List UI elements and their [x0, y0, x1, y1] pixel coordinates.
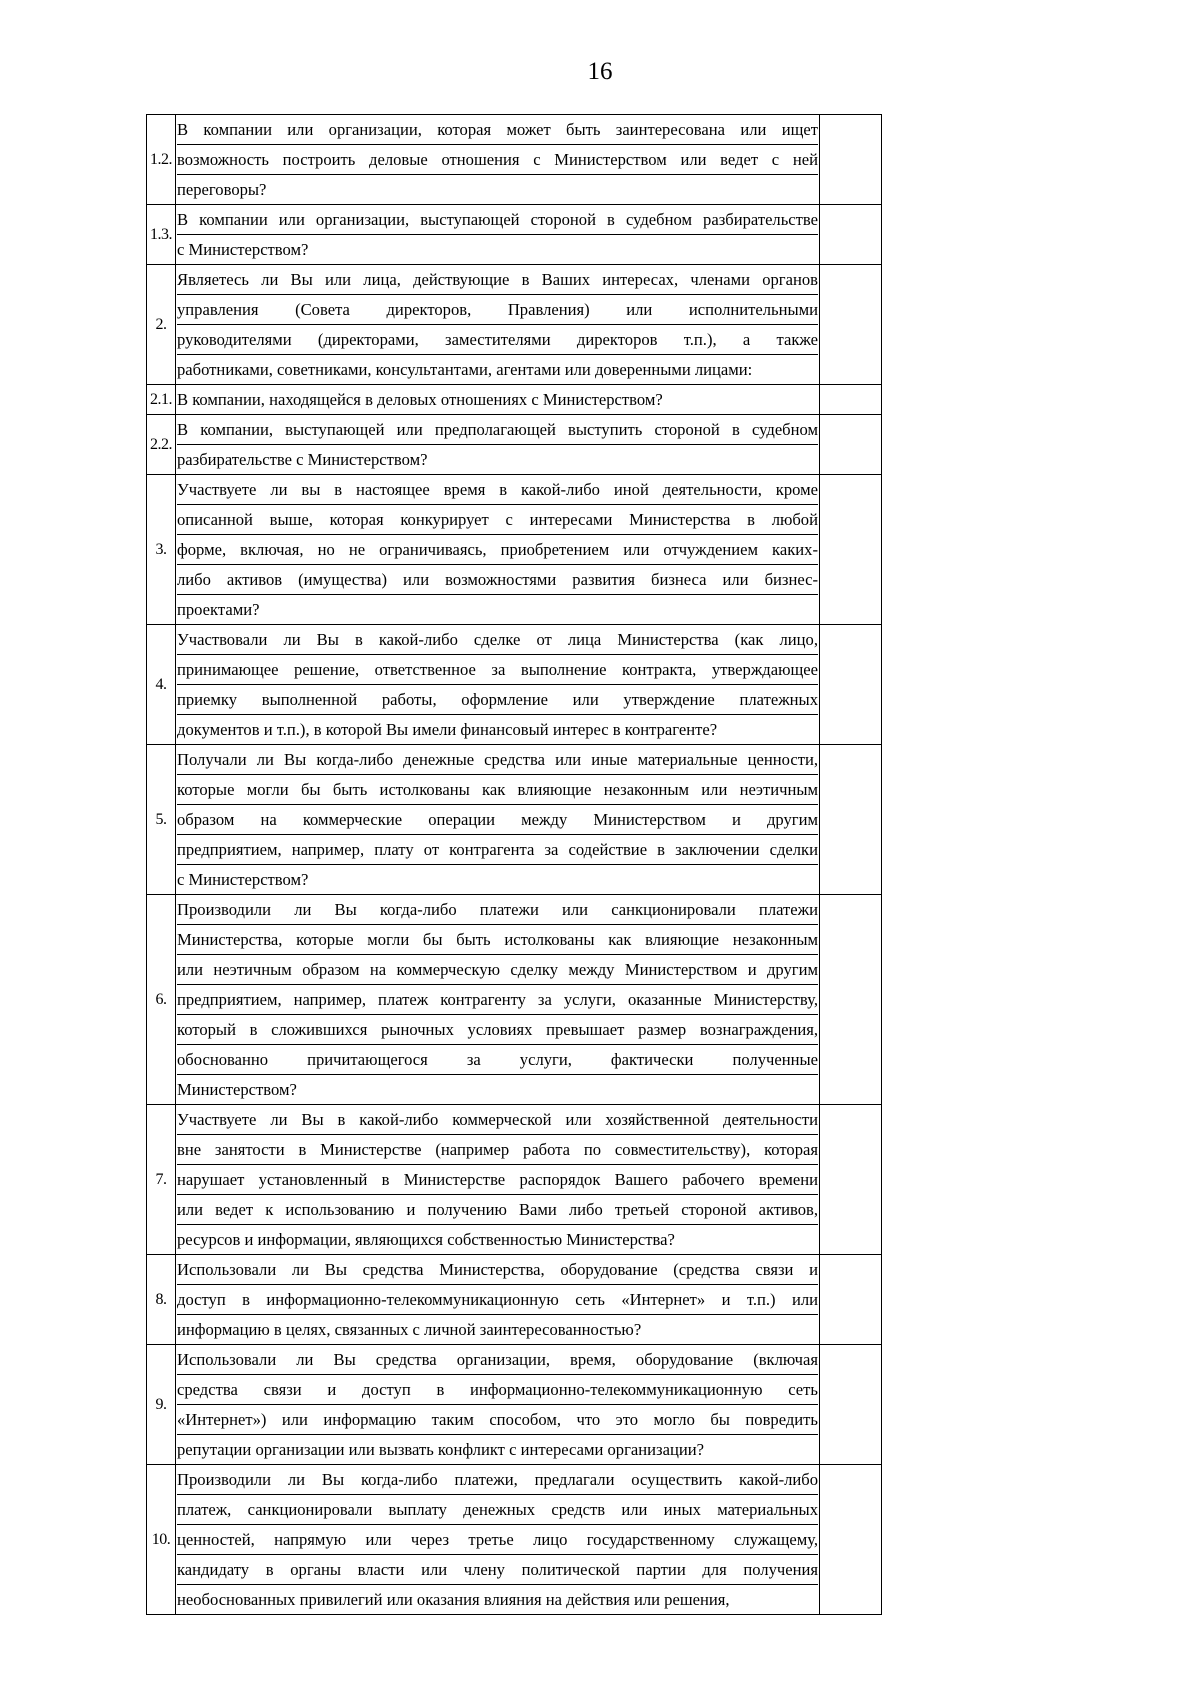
question-text-line: вне занятости в Министерстве (например работа по совместительству), которая [177, 1135, 818, 1165]
question-text-line: «Интернет») или информацию таким способом, что это могло бы повредить [177, 1405, 818, 1435]
question-text [176, 385, 820, 415]
questionnaire-body [147, 115, 882, 1615]
table-row [147, 265, 882, 385]
question-number: 6. [147, 895, 176, 1105]
table-row [147, 115, 882, 205]
question-text-line: с Министерством? [177, 870, 309, 889]
table-row [147, 1255, 882, 1345]
answer-cell[interactable] [820, 265, 882, 385]
table-row [147, 1345, 882, 1465]
table-row [147, 1465, 882, 1615]
table-row [147, 475, 882, 625]
table-row [147, 1105, 882, 1255]
question-text [176, 265, 820, 385]
question-text [176, 1255, 820, 1345]
question-number: 2.1. [147, 385, 176, 415]
answer-cell[interactable] [820, 745, 882, 895]
question-text-line: доступ в информационно-телекоммуникационную сеть «Интернет» и т.п.) или [177, 1285, 818, 1315]
question-text [176, 895, 820, 1105]
question-text-line: или неэтичным образом на коммерческую сделку между Министерством и другим [177, 955, 818, 985]
question-text-line: репутации организации или вызвать конфликт с интересами организации? [177, 1440, 704, 1459]
question-text-line: ресурсов и информации, являющихся собственностью Министерства? [177, 1230, 675, 1249]
question-text-line: нарушает установленный в Министерстве распорядок Вашего рабочего времени [177, 1165, 818, 1195]
question-number: 1.3. [147, 205, 176, 265]
question-text-line: Получали ли Вы когда-либо денежные средства или иные материальные ценности, [177, 745, 818, 775]
question-text-line: управления (Совета директоров, Правления) или исполнительными [177, 295, 818, 325]
question-text-line: разбирательстве с Министерством? [177, 450, 428, 469]
table-row [147, 385, 882, 415]
table-row [147, 895, 882, 1105]
question-text-line: переговоры? [177, 180, 267, 199]
question-text-line: или ведет к использованию и получению Вами либо третьей стороной активов, [177, 1195, 818, 1225]
page-number: 16 [587, 58, 613, 85]
question-text-line: Использовали ли Вы средства Министерства, оборудование (средства связи и [177, 1255, 818, 1285]
question-text-line: В компании или организации, выступающей стороной в судебном разбирательстве [177, 205, 818, 235]
question-text-line: Являетесь ли Вы или лица, действующие в Ваших интересах, членами органов [177, 265, 818, 295]
question-number: 2.2. [147, 415, 176, 475]
question-text-line: В компании или организации, которая может быть заинтересована или ищет [177, 115, 818, 145]
question-text-line: приемку выполненной работы, оформление или утверждение платежных [177, 685, 818, 715]
table-row [147, 205, 882, 265]
question-number: 2. [147, 265, 176, 385]
answer-cell[interactable] [820, 1345, 882, 1465]
question-text-line: обоснованно причитающегося за услуги, фактически полученные [177, 1045, 818, 1075]
question-text-line: кандидату в органы власти или члену политической партии для получения [177, 1555, 818, 1585]
table-row [147, 745, 882, 895]
question-text-line: ценностей, напрямую или через третье лицо государственному служащему, [177, 1525, 818, 1555]
question-text-line: Производили ли Вы когда-либо платежи, предлагали осуществить какой-либо [177, 1465, 818, 1495]
question-text [176, 205, 820, 265]
question-text-line: проектами? [177, 600, 260, 619]
question-number: 1.2. [147, 115, 176, 205]
question-number: 4. [147, 625, 176, 745]
question-text-line: Использовали ли Вы средства организации, время, оборудование (включая [177, 1345, 818, 1375]
question-text-line: средства связи и доступ в информационно-телекоммуникационную сеть [177, 1375, 818, 1405]
answer-cell[interactable] [820, 895, 882, 1105]
answer-cell[interactable] [820, 115, 882, 205]
question-text-line: возможность построить деловые отношения с Министерством или ведет с ней [177, 145, 818, 175]
question-text [176, 1465, 820, 1615]
question-text [176, 415, 820, 475]
question-text-line: руководителями (директорами, заместителями директоров т.п.), а также [177, 325, 818, 355]
question-text-line: предприятием, например, плату от контрагента за содействие в заключении сделки [177, 835, 818, 865]
question-text-line: который в сложившихся рыночных условиях превышает размер вознаграждения, [177, 1015, 818, 1045]
question-text-line: предприятием, например, платеж контрагенту за услуги, оказанные Министерству, [177, 985, 818, 1015]
question-number: 10. [147, 1465, 176, 1615]
question-text-line: Участвуете ли вы в настоящее время в какой-либо иной деятельности, кроме [177, 475, 818, 505]
question-text-line: Производили ли Вы когда-либо платежи или санкционировали платежи [177, 895, 818, 925]
question-text-line: с Министерством? [177, 240, 309, 259]
table-row [147, 415, 882, 475]
question-text [176, 1345, 820, 1465]
answer-cell[interactable] [820, 475, 882, 625]
question-text [176, 745, 820, 895]
question-text-line: которые могли бы быть истолкованы как влияющие незаконным или неэтичным [177, 775, 818, 805]
question-text-line: В компании, находящейся в деловых отношениях с Министерством? [177, 390, 663, 409]
question-text-line: В компании, выступающей или предполагающей выступить стороной в судебном [177, 415, 818, 445]
question-text-line: принимающее решение, ответственное за выполнение контракта, утверждающее [177, 655, 818, 685]
question-text-line: описанной выше, которая конкурирует с интересами Министерства в любой [177, 505, 818, 535]
question-number: 7. [147, 1105, 176, 1255]
question-text-line: платеж, санкционировали выплату денежных средств или иных материальных [177, 1495, 818, 1525]
question-number: 5. [147, 745, 176, 895]
question-text-line: информацию в целях, связанных с личной заинтересованностью? [177, 1320, 642, 1339]
question-text-line: форме, включая, но не ограничиваясь, приобретением или отчуждением каких- [177, 535, 818, 565]
questionnaire-table [146, 114, 882, 1615]
answer-cell[interactable] [820, 625, 882, 745]
table-row [147, 625, 882, 745]
answer-cell[interactable] [820, 1105, 882, 1255]
answer-cell[interactable] [820, 1255, 882, 1345]
answer-cell[interactable] [820, 385, 882, 415]
question-number: 9. [147, 1345, 176, 1465]
question-number: 8. [147, 1255, 176, 1345]
question-text-line: Министерством? [177, 1080, 297, 1099]
answer-cell[interactable] [820, 415, 882, 475]
question-text-line: Министерства, которые могли бы быть истолкованы как влияющие незаконным [177, 925, 818, 955]
question-text-line: документов и т.п.), в которой Вы имели финансовый интерес в контрагенте? [177, 720, 718, 739]
question-text-line: Участвуете ли Вы в какой-либо коммерческой или хозяйственной деятельности [177, 1105, 818, 1135]
question-text [176, 1105, 820, 1255]
question-text-line: образом на коммерческие операции между Министерством и другим [177, 805, 818, 835]
question-text [176, 475, 820, 625]
question-text-line: Участвовали ли Вы в какой-либо сделке от лица Министерства (как лицо, [177, 625, 818, 655]
question-text-line: работниками, советниками, консультантами, агентами или доверенными лицами: [177, 360, 753, 379]
question-text [176, 625, 820, 745]
question-text [176, 115, 820, 205]
question-text-line: либо активов (имущества) или возможностями развития бизнеса или бизнес- [177, 565, 818, 595]
answer-cell[interactable] [820, 1465, 882, 1615]
answer-cell[interactable] [820, 205, 882, 265]
question-number: 3. [147, 475, 176, 625]
question-text-line: необоснованных привилегий или оказания влияния на действия или решения, [177, 1590, 730, 1609]
